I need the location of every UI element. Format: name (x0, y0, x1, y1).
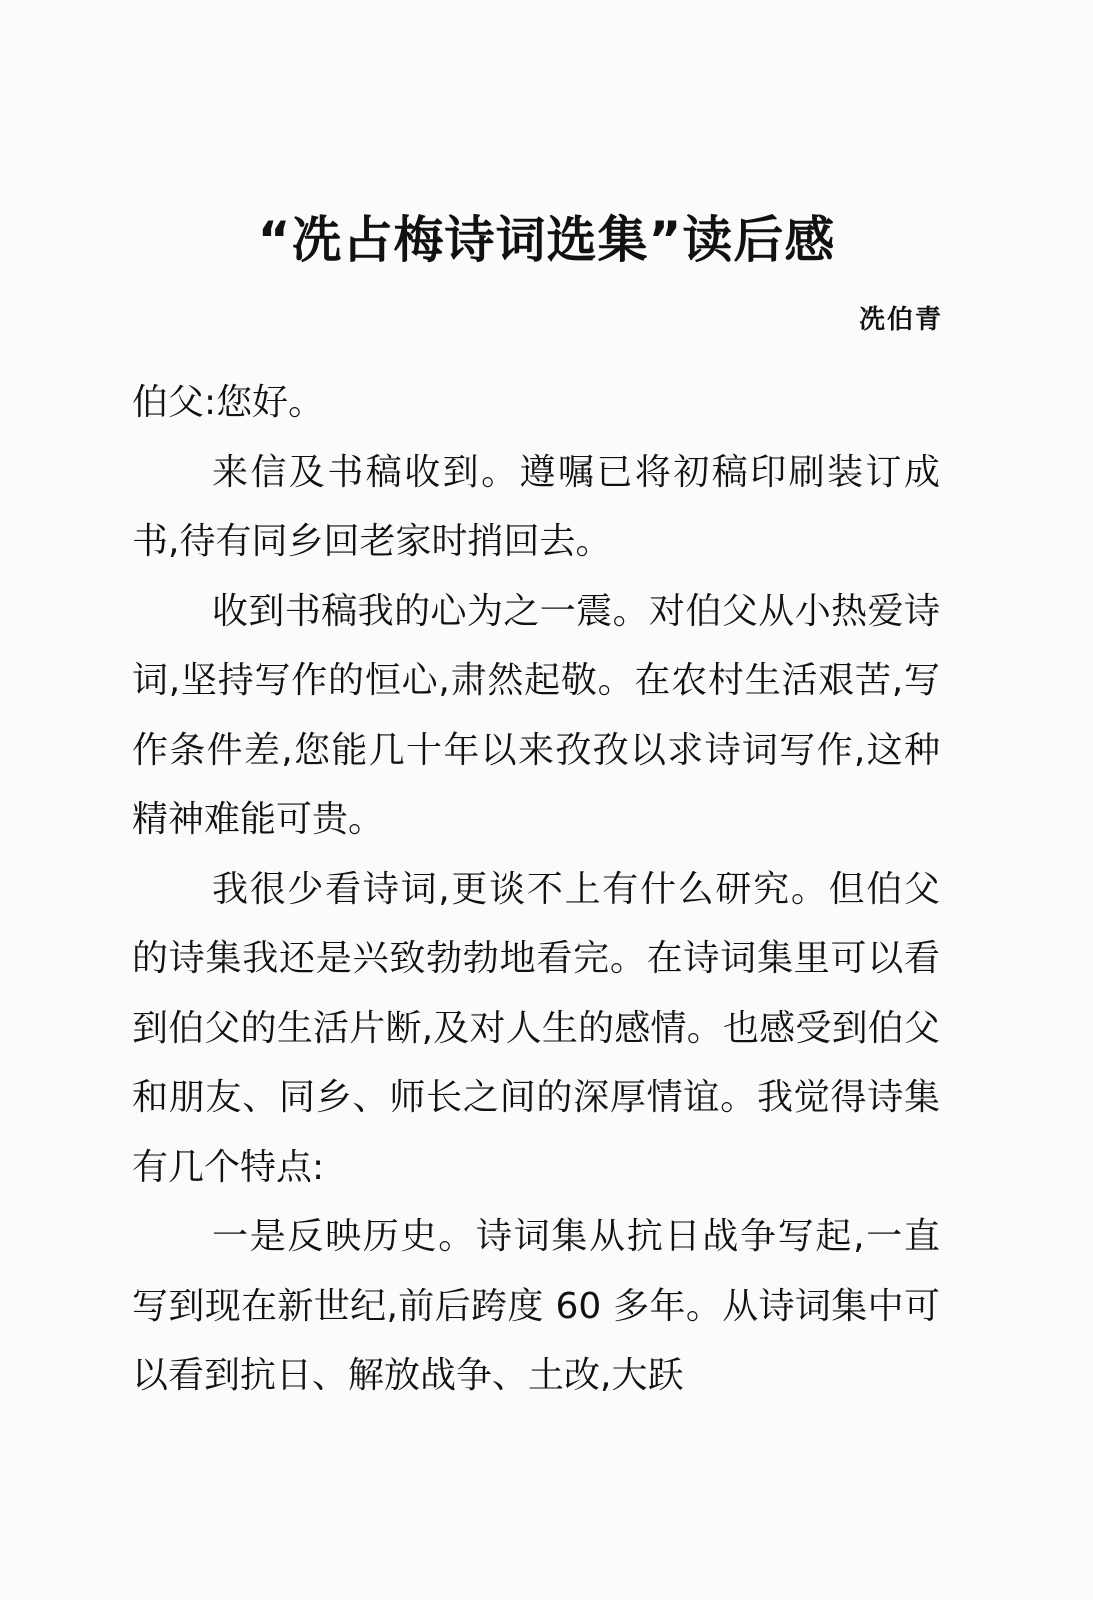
paragraph-2: 收到书稿我的心为之一震。对伯父从小热爱诗词,坚持写作的恒心,肃然起敬。在农村生活艰苦,写作条件差,您能几十年以来孜孜以求诗词写作,这种精神难能可贵。 (132, 590, 940, 840)
salutation: 伯父:您好。 (132, 382, 325, 423)
page-title: “冼占梅诗词选集”读后感 (257, 211, 836, 269)
author-name: 冼伯青 (858, 305, 943, 335)
paragraph-4: 一是反映历史。诗词集从抗日战争写起,一直写到现在新世纪,前后跨度 60 多年。从诗词集中可以看到抗日、解放战争、土改,大跃 (132, 1216, 940, 1396)
letter-body (132, 368, 940, 1411)
paragraph-3: 我很少看诗词,更谈不上有什么研究。但伯父的诗集我还是兴致勃勃地看完。在诗词集里可以看到伯父的生活片断,及对人生的感情。也感受到伯父和朋友、同乡、师长之间的深厚情谊。我觉得诗集有几个特点: (132, 868, 940, 1188)
paragraph-1: 来信及书稿收到。遵嘱已将初稿印刷装订成书,待有同乡回老家时捎回去。 (132, 451, 940, 562)
